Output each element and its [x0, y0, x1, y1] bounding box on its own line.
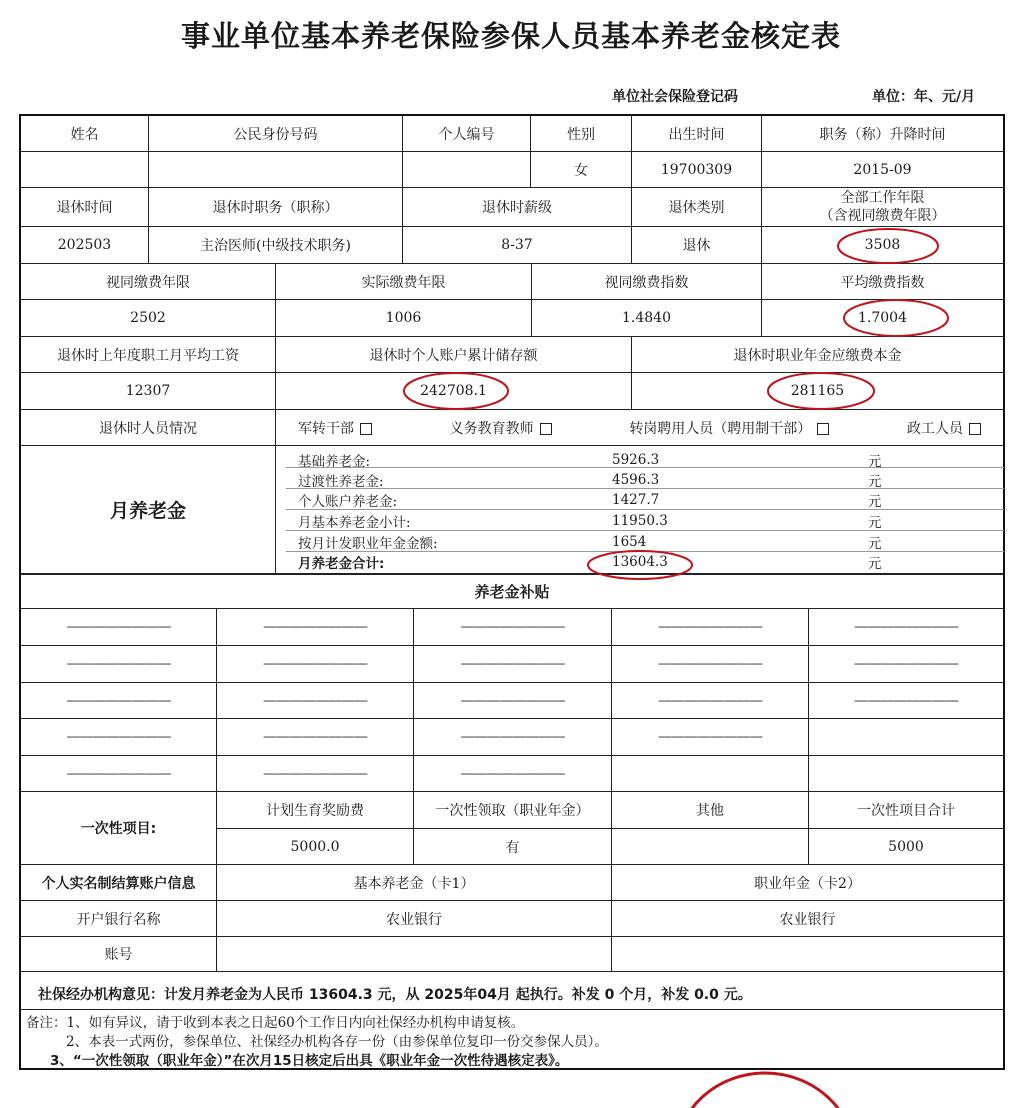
dash-placeholder: ————————	[460, 619, 565, 635]
dash-placeholder: ————————	[263, 656, 367, 672]
header-avg-index: 平均缴费指数	[762, 264, 1003, 300]
dash-placeholder: ————————	[460, 765, 565, 782]
divider	[286, 551, 1004, 552]
subsidy-cell	[21, 756, 217, 792]
value-account1	[217, 937, 612, 972]
divider	[286, 509, 1004, 510]
official-stamp	[670, 1068, 860, 1108]
value-annuity-lump: 有	[414, 829, 612, 865]
status-option-transfer[interactable]	[629, 418, 829, 438]
pension-row-unit: 元	[868, 454, 882, 470]
subsidy-cell	[809, 646, 1003, 683]
value-retire-type: 退休	[632, 227, 762, 264]
value-personal-account: 242708.1	[276, 373, 632, 410]
value-bank1: 农业银行	[217, 901, 612, 937]
header-name: 姓名	[21, 116, 149, 152]
header-deemed-years: 视同缴费年限	[21, 264, 276, 300]
value-bank2: 农业银行	[612, 901, 1003, 937]
subsidy-cell	[21, 683, 217, 719]
subsidy-cell	[414, 646, 612, 683]
pension-row-unit: 元	[868, 556, 882, 572]
value-actual-years: 1006	[276, 300, 532, 337]
value-retire-post: 主治医师(中级技术职务)	[149, 227, 403, 264]
dash-placeholder: ————————	[66, 692, 171, 709]
value-id	[149, 152, 403, 188]
subsidy-cell	[414, 719, 612, 756]
subsidy-cell	[414, 609, 612, 646]
subsidy-cell	[809, 756, 1003, 792]
value-retire-salary: 8-37	[403, 227, 632, 264]
header-annuity-base: 退休时职业年金应缴费本金	[632, 337, 1003, 373]
dash-placeholder: ————————	[658, 619, 762, 635]
header-personal-account: 退休时个人账户累计储存额	[276, 337, 632, 373]
subsidy-cell	[21, 719, 217, 756]
pension-row-value: 1427.7	[612, 492, 660, 508]
value-other	[612, 829, 809, 865]
pension-row-label: 基础养老金:	[298, 454, 371, 470]
pension-row-label: 按月计发职业年金金额:	[298, 536, 438, 552]
pension-row-total	[276, 552, 1004, 572]
value-birth: 19700309	[632, 152, 762, 188]
header-account-no: 账号	[21, 937, 217, 972]
value-avg-index: 1.7004	[762, 300, 1003, 337]
subsidy-cell	[217, 756, 414, 792]
account-info-label: 个人实名制结算账户信息	[21, 865, 217, 901]
pension-row-label: 个人账户养老金:	[298, 494, 398, 510]
pension-row-unit: 元	[868, 536, 882, 552]
value-avg-wage: 12307	[21, 373, 276, 410]
pension-row-value: 5926.3	[612, 452, 660, 468]
note-line-1: 备注：1、如有异议，请于收到本表之日起60个工作日内向社保经办机构申请复核。	[26, 1015, 525, 1031]
pension-row-label: 月养老金合计:	[298, 556, 385, 572]
header-personal-no: 个人编号	[403, 116, 531, 152]
dash-placeholder: ————————	[854, 656, 958, 672]
header-card1: 基本养老金（卡1）	[217, 865, 612, 901]
value-family-planning: 5000.0	[217, 829, 414, 865]
subsidy-cell	[809, 719, 1003, 756]
value-work-years: 3508	[762, 227, 1003, 264]
header-retire-post: 退休时职务（职称）	[149, 188, 403, 227]
checkbox-icon[interactable]	[360, 423, 372, 435]
subsidy-cell	[217, 683, 414, 719]
dash-placeholder: ————————	[66, 765, 171, 782]
status-option-military-label: 军转干部	[298, 420, 354, 437]
subsidy-cell	[217, 719, 414, 756]
pension-row-unit: 元	[868, 515, 882, 531]
header-work-years-line2: （含视同缴费年限）	[819, 208, 946, 224]
header-annuity-lump: 一次性领取（职业年金）	[414, 792, 612, 829]
stamp-icon	[670, 1068, 860, 1108]
dash-placeholder: ————————	[854, 692, 958, 709]
subsidy-cell	[809, 683, 1003, 719]
subsidy-cell	[612, 609, 809, 646]
pension-row-transitional	[276, 470, 1004, 490]
value-lump-total: 5000	[809, 829, 1003, 865]
dash-placeholder: ————————	[66, 656, 171, 672]
dash-placeholder: ————————	[460, 729, 565, 745]
pension-row-unit: 元	[868, 494, 882, 510]
header-lump-total: 一次性项目合计	[809, 792, 1003, 829]
pension-row-value: 1654	[612, 534, 647, 550]
header-avg-wage: 退休时上年度职工月平均工资	[21, 337, 276, 373]
header-id: 公民身份号码	[149, 116, 403, 152]
dash-placeholder: ————————	[658, 729, 762, 745]
dash-placeholder: ————————	[460, 656, 565, 672]
value-retire-time: 202503	[21, 227, 149, 264]
unit-label: 单位：年、元/月	[872, 89, 976, 105]
pension-row-annuity	[276, 532, 1004, 552]
header-retire-type: 退休类别	[632, 188, 762, 227]
subsidy-cell	[414, 756, 612, 792]
dash-placeholder: ————————	[460, 692, 565, 709]
value-account2	[612, 937, 1003, 972]
subsidy-cell	[21, 609, 217, 646]
subsidy-title: 养老金补贴	[21, 574, 1003, 609]
status-option-political[interactable]	[907, 418, 981, 438]
dash-placeholder: ————————	[263, 729, 367, 745]
lump-sum-label: 一次性项目:	[21, 792, 217, 865]
header-deemed-index: 视同缴费指数	[532, 264, 762, 300]
divider	[286, 530, 1004, 531]
status-option-transfer-label: 转岗聘用人员（聘用制干部）	[629, 420, 812, 437]
dash-placeholder: ————————	[658, 656, 762, 672]
subsidy-cell	[217, 646, 414, 683]
office-opinion: 社保经办机构意见：计发月养老金为人民币 13604.3 元，从 2025年04月 起执行。补发 0 个月，补发 0.0 元。	[38, 987, 752, 1003]
subsidy-cell	[612, 756, 809, 792]
value-annuity-base: 281165	[632, 373, 1003, 410]
header-work-years-line1: 全部工作年限	[840, 190, 925, 206]
note-line-2: 2、本表一式两份，参保单位、社保经办机构各存一份（由参保单位复印一份交参保人员）。	[66, 1034, 608, 1050]
value-deemed-years: 2502	[21, 300, 276, 337]
value-post-time: 2015-09	[762, 152, 1003, 188]
header-retire-time: 退休时间	[21, 188, 149, 227]
dash-placeholder: ————————	[658, 692, 762, 709]
header-gender: 性别	[531, 116, 632, 152]
dash-placeholder: ————————	[263, 765, 367, 782]
pension-row-label: 月基本养老金小计:	[298, 515, 411, 531]
pension-row-value: 4596.3	[612, 472, 660, 488]
checkbox-icon[interactable]	[817, 423, 829, 435]
value-gender: 女	[531, 152, 632, 188]
header-work-years	[762, 188, 1003, 227]
retire-status-options	[276, 410, 1003, 446]
checkbox-icon[interactable]	[969, 423, 981, 435]
checkbox-icon[interactable]	[540, 423, 552, 435]
subsidy-cell	[612, 719, 809, 756]
status-option-military[interactable]	[298, 418, 372, 438]
header-family-planning: 计划生育奖励费	[217, 792, 414, 829]
monthly-pension-label: 月养老金	[21, 446, 276, 574]
dash-placeholder: ————————	[66, 619, 171, 635]
subsidy-cell	[612, 683, 809, 719]
dash-placeholder: ————————	[263, 692, 367, 709]
header-retire-salary: 退休时薪级	[403, 188, 632, 227]
note-line-3: 3、“一次性领取（职业年金）”在次月15日核定后出具《职业年金一次性待遇核定表》。	[50, 1053, 569, 1069]
pension-row-unit: 元	[868, 474, 882, 490]
dash-placeholder: ————————	[263, 619, 367, 635]
pension-row-subtotal	[276, 511, 1004, 531]
header-actual-years: 实际缴费年限	[276, 264, 532, 300]
header-other: 其他	[612, 792, 809, 829]
header-card2: 职业年金（卡2）	[612, 865, 1003, 901]
pension-row-personal-account	[276, 490, 1004, 510]
pension-row-value: 13604.3	[612, 554, 668, 570]
dash-placeholder: ————————	[854, 619, 958, 635]
pension-row-label: 过渡性养老金:	[298, 474, 384, 490]
header-post-time: 职务（称）升降时间	[762, 116, 1003, 152]
retire-status-label: 退休时人员情况	[21, 410, 276, 446]
dash-placeholder: ————————	[66, 729, 171, 745]
subsidy-cell	[217, 609, 414, 646]
subsidy-cell	[612, 646, 809, 683]
status-option-political-label: 政工人员	[906, 420, 963, 437]
page-title: 事业单位基本养老保险参保人员基本养老金核定表	[180, 19, 841, 53]
header-birth: 出生时间	[632, 116, 762, 152]
subsidy-cell	[809, 609, 1003, 646]
pension-row-value: 11950.3	[612, 513, 668, 529]
notes	[26, 1014, 608, 1071]
status-option-teacher-label: 义务教育教师	[449, 420, 534, 437]
reg-code-label: 单位社会保险登记码	[612, 89, 738, 105]
value-name	[21, 152, 149, 188]
subsidy-cell	[21, 646, 217, 683]
divider	[286, 467, 1004, 468]
value-personal-no	[403, 152, 531, 188]
value-deemed-index: 1.4840	[532, 300, 762, 337]
divider	[286, 488, 1004, 489]
status-option-teacher[interactable]	[450, 418, 552, 438]
subsidy-cell	[414, 683, 612, 719]
header-bank-name: 开户银行名称	[21, 901, 217, 937]
